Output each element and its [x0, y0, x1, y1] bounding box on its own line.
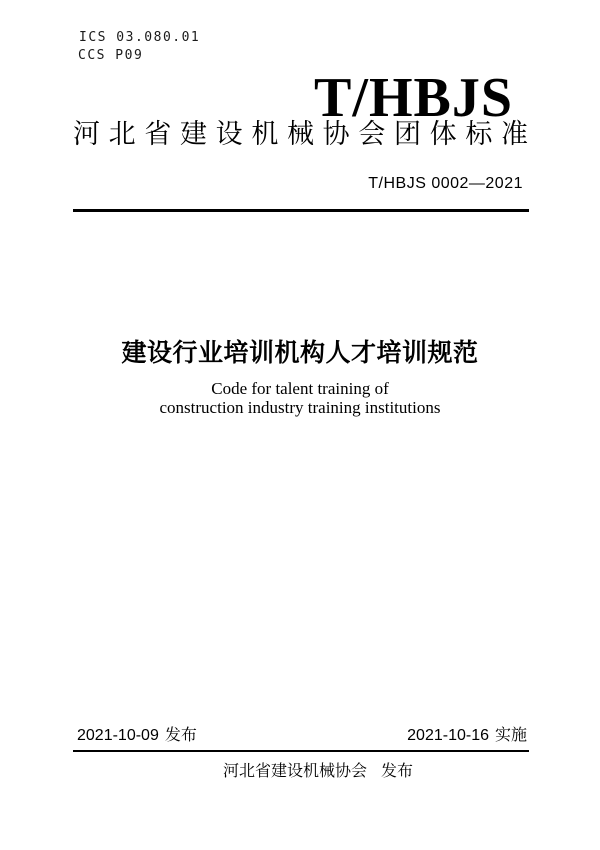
english-title-line1: Code for talent training of [211, 379, 389, 398]
header-rule [73, 209, 529, 212]
footer-rule [73, 750, 529, 752]
issue-date: 2021-10-09 [77, 727, 159, 744]
ccs-code: CCS P09 [78, 48, 144, 63]
english-title-line2: construction industry training institutions [159, 397, 441, 417]
standard-logo-text: T/HBJS [314, 67, 513, 129]
ics-code: ICS 03.080.01 [79, 30, 201, 45]
document-title-chinese: 建设行业培训机构人才培训规范 [121, 339, 479, 367]
publisher-line [36, 762, 600, 782]
dates-row [77, 726, 527, 745]
publisher-label: 发布 [381, 763, 414, 780]
issue-date-group [77, 726, 197, 745]
standard-number: T/HBJS 0002—2021 [368, 175, 523, 192]
implementation-date-group [407, 726, 527, 745]
document-title-english [0, 380, 600, 417]
publisher-name: 河北省建设机械协会 [222, 763, 367, 780]
implementation-label: 实施 [494, 727, 527, 744]
issue-label: 发布 [164, 727, 197, 744]
association-standard-title: 河北省建设机械协会团体标准 [73, 119, 528, 149]
implementation-date: 2021-10-16 [407, 727, 489, 744]
